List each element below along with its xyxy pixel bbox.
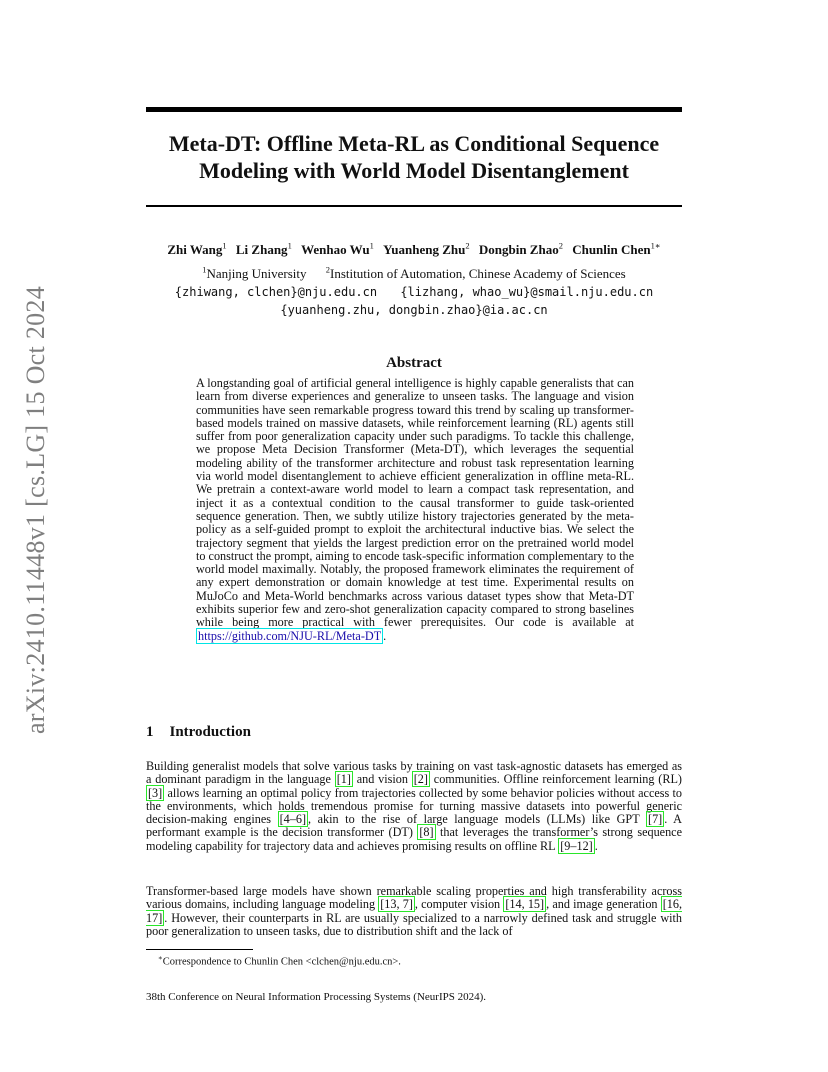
author (383, 242, 470, 257)
author-affiliation-mark: 1 (222, 241, 227, 251)
author-list (146, 241, 682, 258)
venue-note: 38th Conference on Neural Information Processing Systems (NeurIPS 2024). (146, 991, 487, 1003)
affiliations (146, 265, 682, 282)
affiliation (326, 266, 626, 281)
author-name: Li Zhang (235, 242, 288, 258)
footnote (158, 954, 401, 968)
author-affiliation-mark: 1 (369, 241, 374, 251)
text-run: allows learning an optimal policy from trajectories collected by some behavior policies without access to the environments, which holds tremendous promise for turning massive datasets into powerful generic decision-making engines (146, 785, 682, 827)
section-heading (146, 724, 251, 741)
author-name: Dongbin Zhao (478, 242, 559, 258)
citation-link[interactable]: [2] (413, 772, 428, 787)
intro-paragraph-2 (146, 885, 682, 938)
text-run: . However, their counterparts in RL are usually specialized to a narrowly defined task and struggle with poor generalization to unseen tasks, due to distribution shift and the lack of (146, 910, 682, 938)
citation-link[interactable]: [1] (336, 772, 351, 787)
section-title: Introduction (169, 724, 251, 740)
author (236, 242, 292, 257)
email-line-1 (146, 285, 682, 299)
footnote-rule (146, 949, 253, 950)
citation-link[interactable]: [13, 7] (380, 897, 413, 912)
arxiv-stamp-text: arXiv:2410.11448v1 [cs.LG] 15 Oct 2024 (21, 285, 50, 735)
citation-link[interactable]: [8] (419, 825, 434, 840)
citation-link[interactable]: [14, 15] (505, 897, 545, 912)
author-name: Wenhao Wu (301, 242, 370, 258)
text-run: Transformer-based large models have shown remarkable scaling properties and high transferability across various domains, including language modeling (146, 884, 682, 912)
author-affiliation-mark: 1 (287, 241, 292, 251)
abstract-body (196, 377, 634, 643)
text-run: communities. Offline reinforcement learning (RL) (429, 772, 682, 787)
email-group: {yuanheng.zhu, dongbin.zhao}@ia.ac.cn (280, 303, 548, 317)
abstract-text: A longstanding goal of artificial general intelligence is highly capable generalists that can learn from diverse experiences and generalize to unseen tasks. The language and vision communities have seen remarkable progress toward this trend by scaling up transformer-based models trained on massive datasets, while reinforcement learning (RL) agents still suffer from poor generalization capacity under such paradigms. To tackle this challenge, we propose Meta Decision Transformer (Meta-DT), which leverages the sequential modeling ability of the transformer architecture and robust task representation learning via world model disentanglement to achieve efficient generalization in offline meta-RL. We pretrain a context-aware world model to learn a compact task representation, and inject it as a contextual condition to the causal transformer to guide task-oriented sequence generation. Then, we subtly utilize history trajectories generated by the meta-policy as a self-guided prompt to exploit the architectural inductive bias. We select the trajectory segment that yields the largest prediction error on the pretrained world model to construct the prompt, aiming to encode task-specific information complementary to the world model maximally. Notably, the proposed framework eliminates the requirement of any expert demonstration or domain knowledge at test time. Experimental results on MuJoCo and Meta-World benchmarks across various dataset types show that Meta-DT exhibits superior few and zero-shot generalization capacity compared to strong baselines while being more practical with fewer prerequisites. Our code is available at (196, 376, 634, 630)
email-group: {zhiwang, clchen}@nju.edu.cn (174, 285, 378, 299)
text-run: , computer vision (414, 897, 504, 912)
author (167, 242, 226, 257)
abstract-end-punct: . (383, 628, 387, 643)
title-top-rule (146, 107, 682, 112)
author (572, 242, 660, 257)
author-affiliation-mark: 1∗ (650, 241, 661, 251)
code-link[interactable]: https://github.com/NJU-RL/Meta-DT (198, 628, 382, 643)
affiliation-mark: 1 (202, 265, 207, 275)
author (301, 242, 374, 257)
text-run: . (594, 838, 598, 853)
title-line-2: Modeling with World Model Disentanglement (199, 158, 629, 183)
paper-title (146, 130, 682, 184)
author-name: Chunlin Chen (572, 242, 651, 258)
author-name: Yuanheng Zhu (383, 242, 466, 258)
affiliation-mark: 2 (325, 265, 331, 275)
author-name: Zhi Wang (167, 242, 223, 258)
author-affiliation-mark: 2 (558, 241, 563, 251)
citation-link[interactable]: [4–6] (279, 812, 307, 827)
text-run: , and image generation (546, 897, 661, 912)
citation-link[interactable]: [16, 17] (146, 897, 682, 925)
intro-paragraph-1 (146, 760, 682, 853)
footnote-text: Correspondence to Chunlin Chen <clchen@nju.edu.cn>. (162, 956, 401, 968)
affiliation-name: Institution of Automation, Chinese Academy of Sciences (330, 266, 626, 282)
email-group: {lizhang, whao_wu}@smail.nju.edu.cn (400, 285, 654, 299)
citation-link[interactable]: [7] (648, 812, 663, 827)
author (479, 242, 563, 257)
text-run: that leverages the transformer’s strong sequence modeling capability for trajectory data and achieves promising results on offline RL (146, 825, 682, 853)
arxiv-stamp (20, 285, 52, 735)
text-run: , akin to the rise of large language models (LLMs) like GPT (308, 812, 647, 827)
text-run: . A performant example is the decision transformer (DT) (146, 812, 682, 840)
affiliation (202, 266, 306, 281)
citation-link[interactable]: [9–12] (560, 838, 593, 853)
footnote-mark: ∗ (158, 954, 163, 962)
author-affiliation-mark: 2 (465, 241, 470, 251)
citation-link[interactable]: [3] (148, 785, 163, 800)
section-number: 1 (146, 724, 154, 740)
email-line-2 (146, 303, 682, 317)
text-run: Building generalist models that solve various tasks by training on vast task-agnostic datasets has emerged as a dominant paradigm in the language (146, 759, 682, 787)
affiliation-name: Nanjing University (206, 266, 307, 282)
abstract-heading: Abstract (386, 355, 442, 371)
text-run: and vision (352, 772, 412, 787)
title-bottom-rule (146, 205, 682, 207)
title-line-1: Meta-DT: Offline Meta-RL as Conditional Sequence (168, 131, 660, 156)
